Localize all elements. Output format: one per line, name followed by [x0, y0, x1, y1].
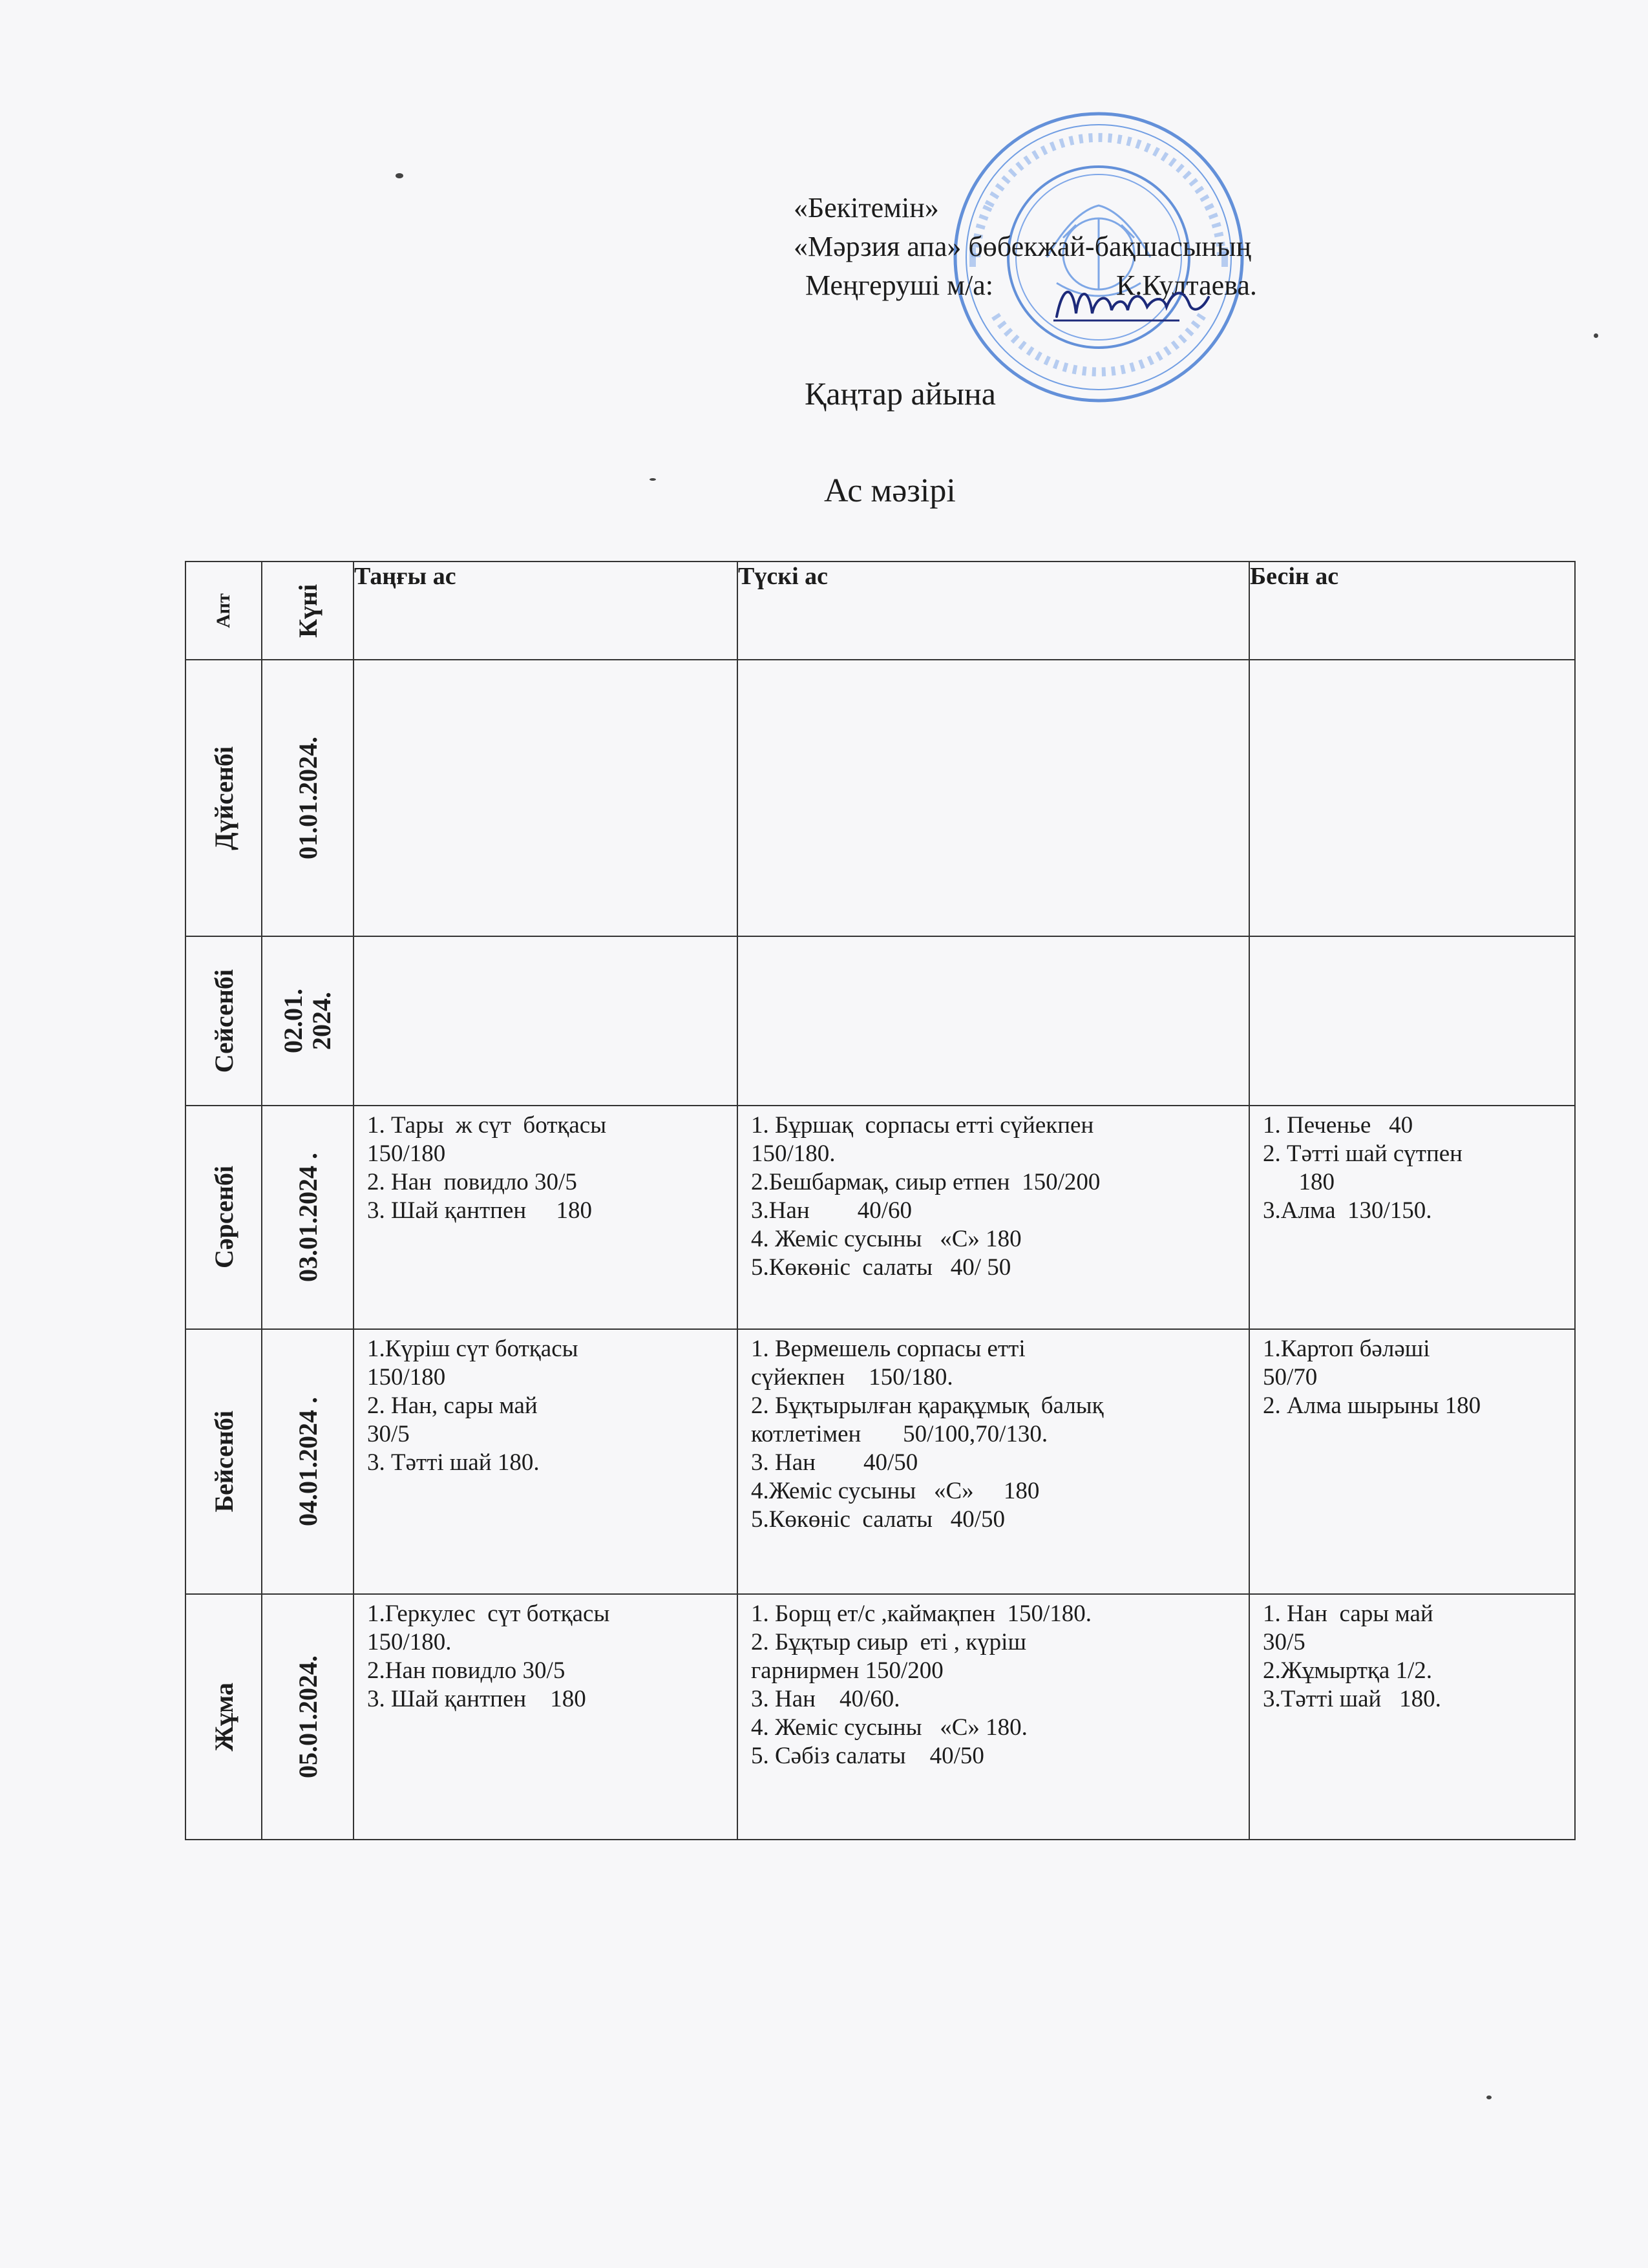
menu-item-line: 5.Көкөніс салаты 40/50 — [751, 1506, 1006, 1533]
lunch-cell — [737, 1106, 1249, 1329]
menu-item-line: 1. Тары ж сүт ботқасы — [367, 1112, 607, 1139]
table-row — [185, 936, 1575, 1106]
weekday-cell: Сейсенбі — [185, 936, 262, 1106]
menu-item-line: 1. Вермешель сорпасы етті — [751, 1336, 1026, 1362]
header-breakfast: Таңғы ас — [354, 562, 737, 660]
menu-item-line: гарнирмен 150/200 — [751, 1657, 944, 1684]
table-row — [185, 1594, 1575, 1840]
menu-item-line: 1. Печенье 40 — [1263, 1112, 1413, 1139]
menu-item-line: 50/70 — [1263, 1364, 1318, 1391]
snack-cell — [1249, 660, 1575, 936]
menu-item-line: 180 — [1263, 1169, 1335, 1195]
table-row — [185, 1106, 1575, 1329]
snack-cell — [1249, 1106, 1575, 1329]
handwritten-signature — [1050, 278, 1225, 330]
menu-item-line: 150/180. — [367, 1629, 452, 1655]
menu-item-line: 3. Нан 40/50 — [751, 1449, 918, 1476]
header-lunch: Түскі ас — [737, 562, 1249, 660]
weekday-cell: Сәрсенбі — [185, 1106, 262, 1329]
weekday-cell: Дүйсенбі — [185, 660, 262, 936]
menu-item-line: 3.Тәтті шай 180. — [1263, 1686, 1441, 1712]
menu-item-line: 150/180. — [751, 1140, 836, 1167]
table-row — [185, 1329, 1575, 1594]
snack-cell — [1249, 1594, 1575, 1840]
menu-item-line: 2.Жұмыртқа 1/2. — [1263, 1657, 1433, 1684]
header-day: Күні — [262, 562, 354, 660]
breakfast-cell — [354, 1329, 737, 1594]
menu-item-line: 1. Нан сары май — [1263, 1601, 1433, 1627]
menu-item-line: 2. Алма шырыны 180 — [1263, 1392, 1481, 1419]
scan-speck — [650, 478, 656, 481]
menu-item-line: 3.Нан 40/60 — [751, 1197, 912, 1224]
date-cell: 03.01.2024 . — [262, 1106, 354, 1329]
table-row — [185, 660, 1575, 936]
menu-item-line: 3. Тәтті шай 180. — [367, 1449, 540, 1476]
menu-item-line: сүйекпен 150/180. — [751, 1364, 953, 1391]
menu-item-line: 2. Бұқтыр сиыр еті , күріш — [751, 1629, 1026, 1655]
date-cell: 04.01.2024 . — [262, 1329, 354, 1594]
menu-item-line: 5. Сәбіз салаты 40/50 — [751, 1743, 984, 1769]
menu-item-line: 1.Картоп бәләші — [1263, 1336, 1430, 1362]
menu-item-line: 1. Бұршақ сорпасы етті сүйекпен — [751, 1112, 1094, 1139]
menu-item-line: 3. Нан 40/60. — [751, 1686, 900, 1712]
menu-item-line: 2.Нан повидло 30/5 — [367, 1657, 565, 1684]
menu-item-line: 4.Жеміс сусыны «С» 180 — [751, 1478, 1040, 1504]
table-header-row — [185, 562, 1575, 660]
menu-item-line: 3.Алма 130/150. — [1263, 1197, 1432, 1224]
date-cell: 05.01.2024. — [262, 1594, 354, 1840]
menu-item-line: 2. Нан, сары май — [367, 1392, 538, 1419]
scan-speck — [396, 173, 403, 178]
scan-speck — [1594, 333, 1598, 338]
menu-title: Ас мәзірі — [824, 472, 956, 509]
breakfast-cell — [354, 660, 737, 936]
menu-item-line: 5.Көкөніс салаты 40/ 50 — [751, 1254, 1011, 1281]
menu-item-line: 1.Геркулес сүт ботқасы — [367, 1601, 610, 1627]
menu-table — [185, 561, 1576, 1840]
menu-item-line: 30/5 — [367, 1421, 410, 1447]
menu-item-line: 3. Шай қантпен 180 — [367, 1686, 586, 1712]
approval-organization: «Мәрзия апа» бөбекжай-бақшасының — [794, 231, 1252, 262]
menu-item-line: 2. Нан повидло 30/5 — [367, 1169, 577, 1195]
menu-item-line: 3. Шай қантпен 180 — [367, 1197, 592, 1224]
date-cell: 02.01. 2024. — [262, 936, 354, 1106]
approval-position: Меңгеруші м/а: — [805, 269, 993, 301]
approval-name: К.Култаева. — [1115, 269, 1257, 301]
breakfast-cell — [354, 1106, 737, 1329]
weekday-cell: Жұма — [185, 1594, 262, 1840]
lunch-cell — [737, 660, 1249, 936]
header-week: Апт — [185, 562, 262, 660]
snack-cell — [1249, 936, 1575, 1106]
menu-item-line: 2. Тәтті шай сүтпен — [1263, 1140, 1463, 1167]
menu-item-line: 150/180 — [367, 1140, 446, 1167]
snack-cell — [1249, 1329, 1575, 1594]
menu-item-line: 30/5 — [1263, 1629, 1305, 1655]
lunch-cell — [737, 1594, 1249, 1840]
menu-item-line: 2. Бұқтырылған қарақұмық балық — [751, 1392, 1104, 1419]
lunch-cell — [737, 1329, 1249, 1594]
date-cell: 01.01.2024. — [262, 660, 354, 936]
menu-item-line: 4. Жеміс сусыны «С» 180. — [751, 1714, 1028, 1741]
menu-item-line: 4. Жеміс сусыны «С» 180 — [751, 1226, 1022, 1252]
scan-speck — [1486, 2095, 1492, 2099]
breakfast-cell — [354, 936, 737, 1106]
menu-item-line: 2.Бешбармақ, сиыр етпен 150/200 — [751, 1169, 1101, 1195]
approval-title: «Бекітемін» — [794, 192, 939, 224]
menu-item-line: 1.Күріш сүт ботқасы — [367, 1336, 578, 1362]
weekday-cell: Бейсенбі — [185, 1329, 262, 1594]
menu-item-line: 150/180 — [367, 1364, 446, 1391]
menu-item-line: котлетімен 50/100,70/130. — [751, 1421, 1048, 1447]
breakfast-cell — [354, 1594, 737, 1840]
header-snack: Бесін ас — [1249, 562, 1575, 660]
month-heading: Қаңтар айына — [805, 375, 996, 412]
menu-item-line: 1. Борщ ет/с ,каймақпен 150/180. — [751, 1601, 1092, 1627]
lunch-cell — [737, 936, 1249, 1106]
